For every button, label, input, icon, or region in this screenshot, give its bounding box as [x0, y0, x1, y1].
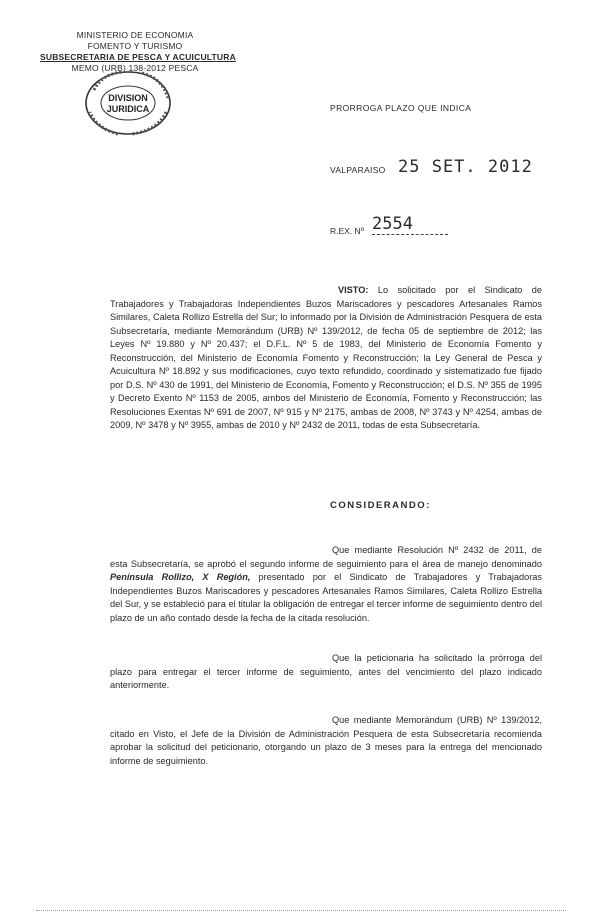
considerando-paragraph-1 — [110, 544, 542, 625]
rex-label: R.EX. Nº — [330, 226, 364, 236]
header-line-4: MEMO (URB) 138-2012 PESCA — [71, 63, 199, 73]
rex-number: 2554 — [372, 214, 413, 234]
header-line-2: FOMENTO Y TURISMO — [87, 41, 183, 51]
stamp-text-2: JURIDICA — [106, 104, 150, 114]
considerando-paragraph-3: Que mediante Memorándum (URB) Nº 139/2012, citado en Visto, el Jefe de la División de Administración Pesquera de esta Subsecretaría recomienda aprobar la solicitud del peticionario, otorgando un plazo de 3 meses para la entrega del mencionado informe de seguimiento. — [110, 715, 542, 766]
rex-underline — [372, 234, 448, 235]
considerando-heading: CONSIDERANDO: — [330, 500, 431, 511]
place-label: VALPARAISO — [330, 165, 386, 175]
header-line-1: MINISTERIO DE ECONOMIA — [76, 30, 194, 40]
division-juridica-stamp — [82, 68, 174, 138]
considerando-paragraph-2: Que la peticionaria ha solicitado la prórroga del plazo para entregar el tercer informe de seguimiento, antes del vencimiento del plazo indicado anteriormente. — [110, 653, 542, 690]
visto-label: VISTO: — [338, 285, 369, 295]
stamp-text-1: DIVISION — [108, 93, 148, 103]
para1-before: Que mediante Resolución Nº 2432 de 2011, de esta Subsecretaría, se aprobó el segundo informe de seguimiento para el área de manejo denominado — [110, 545, 542, 569]
subject-line: PRORROGA PLAZO QUE INDICA — [330, 103, 472, 113]
date-stamp: 25 SET. 2012 — [398, 157, 533, 177]
visto-paragraph — [110, 284, 542, 433]
visto-text: Lo solicitado por el Sindicato de Trabajadores y Trabajadoras Independientes Buzos Mariscadores y pescadores Artesanales Ramos Similares, Caleta Rollizo Estrella del Sur; lo informado por la División de Administración Pesquera de esta Subsecretaría, mediante Memorándum (URB) Nº 139/2012, de fecha 05 de septiembre de 2012; las Leyes Nº 19.880 y Nº 20.437; el D.F.L. Nº 5 de 1983, del Ministerio de Economía Fomento y Reconstrucción, del Ministerio de Economía Fomento y Reconstrucción; la Ley General de Pesca y Acuicultura Nº 18.892 y sus modificaciones, cuyo texto refundido, coordinado y sistematizado fue fijado por D.S. Nº 430 de 1991, del Ministerio de Economía, Fomento y Reconstrucción; el D.S. Nº 355 de 1995 y Decreto Exento Nº 1153 de 2005, ambos del Ministerio de Economía, Fomento y Reconstrucción; las Resoluciones Exentas Nº 691 de 2007, Nº 915 y Nº 2175, ambas de 2008, Nº 3743 y Nº 4254, ambas de 2009, Nº 3478 y Nº 3955, ambas de 2010 y Nº 2432 de 2011, todas de esta Subsecretaría. — [110, 285, 542, 430]
page-bottom-rule — [36, 910, 566, 911]
para1-after: presentado por el Sindicato de Trabajadores y Trabajadoras Independientes Buzos Mariscadores y pescadores Artesanales Ramos Similares, Caleta Rollizo Estrella del Sur, y se estableció para el titular la obligación de entregar el tercer informe de seguimiento dentro del plazo de un año contado desde la fecha de la citada resolución. — [110, 572, 542, 623]
header-line-3: SUBSECRETARIA DE PESCA Y ACUICULTURA — [40, 52, 236, 62]
para1-area-name: Península Rollizo, X Región, — [110, 572, 251, 582]
